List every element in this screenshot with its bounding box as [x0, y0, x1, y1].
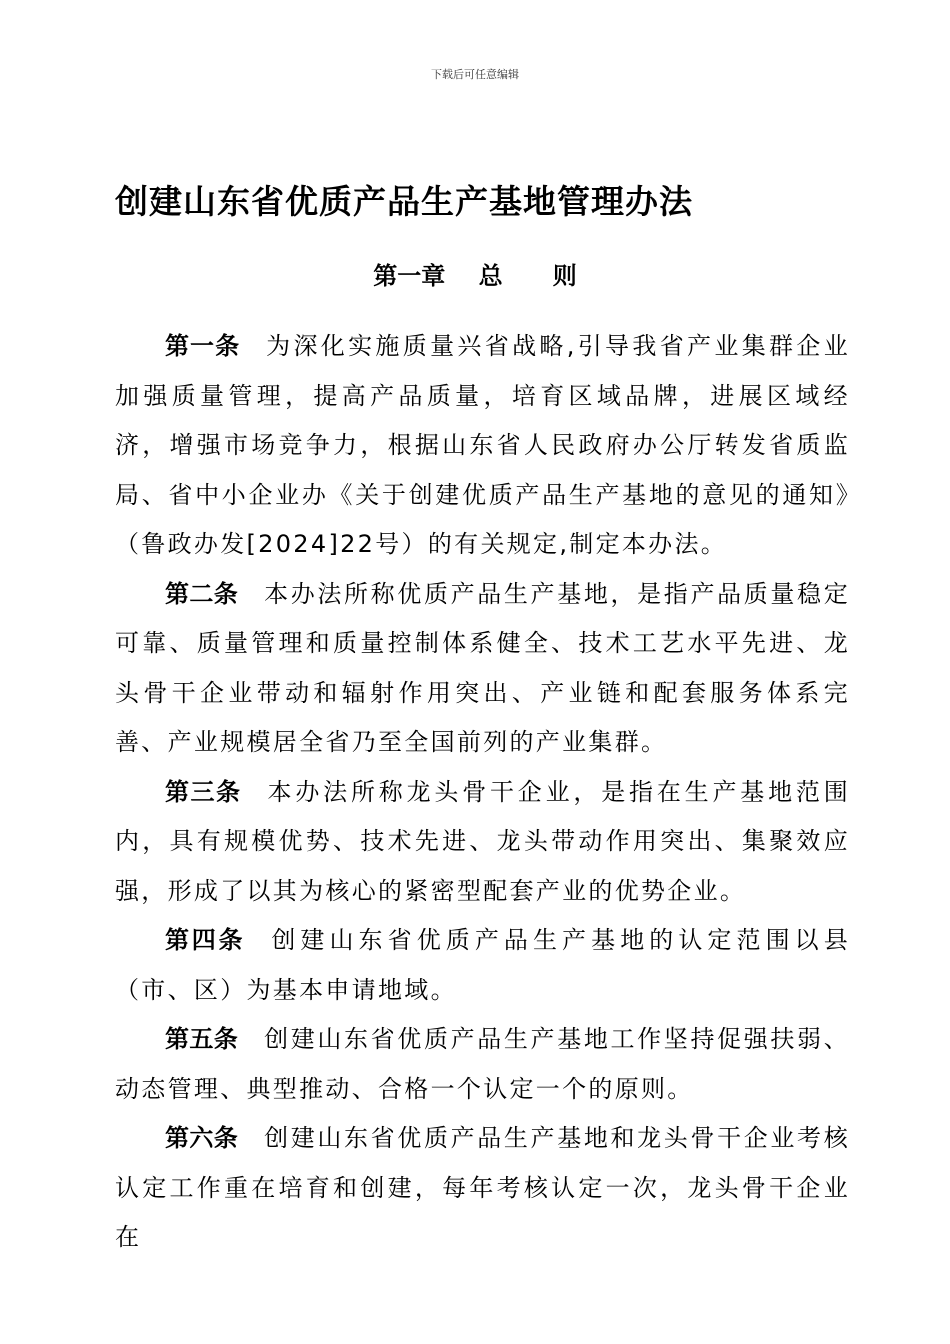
article-text: 本办法所称优质产品生产基地，是指产品质量稳定可靠、质量管理和质量控制体系健全、技术工艺水平先进、龙头骨干企业带动和辐射作用突出、产业链和配套服务体系完善、产业规模居全省乃至全国前列的产业集群。 — [115, 579, 851, 756]
article-6 — [115, 1114, 850, 1263]
article-number: 第五条 — [165, 1025, 239, 1053]
article-number: 第六条 — [165, 1124, 239, 1152]
article-text: 本办法所称龙头骨干企业，是指在生产基地范围内，具有规模优势、技术先进、龙头带动作用突出、集聚效应强，形成了以其为核心的紧密型配套产业的优势企业。 — [115, 777, 850, 905]
document-body — [115, 322, 850, 1263]
chapter-title: 第一章 总 则 — [373, 262, 577, 290]
article-number: 第三条 — [165, 777, 242, 806]
article-3 — [115, 768, 850, 917]
article-1 — [115, 322, 850, 570]
article-number: 第一条 — [165, 332, 241, 360]
document-title: 创建山东省优质产品生产基地管理办法 — [115, 182, 693, 221]
article-text: 创建山东省优质产品生产基地工作坚持促强扶弱、动态管理、典型推动、合格一个认定一个的原则。 — [115, 1025, 851, 1103]
article-4 — [115, 916, 850, 1015]
article-2 — [115, 570, 850, 768]
header-note: 下载后可任意编辑 — [431, 68, 519, 81]
article-number: 第四条 — [165, 926, 246, 954]
article-text: 创建山东省优质产品生产基地的认定范围以县（市、区）为基本申请地域。 — [115, 926, 851, 1004]
article-number: 第二条 — [165, 579, 239, 608]
article-text: 创建山东省优质产品生产基地和龙头骨干企业考核认定工作重在培育和创建，每年考核认定一次，龙头骨干企业在 — [115, 1124, 851, 1251]
article-text: 为深化实施质量兴省战略,引导我省产业集群企业加强质量管理，提高产品质量，培育区域品牌，进展区域经济，增强市场竞争力，根据山东省人民政府办公厅转发省质监局、省中小企业办《关于创建优质产品生产基地的意见的通知》（鲁政办发[2024]22号）的有关规定,制定本办法。 — [115, 332, 851, 558]
article-5 — [115, 1015, 850, 1114]
